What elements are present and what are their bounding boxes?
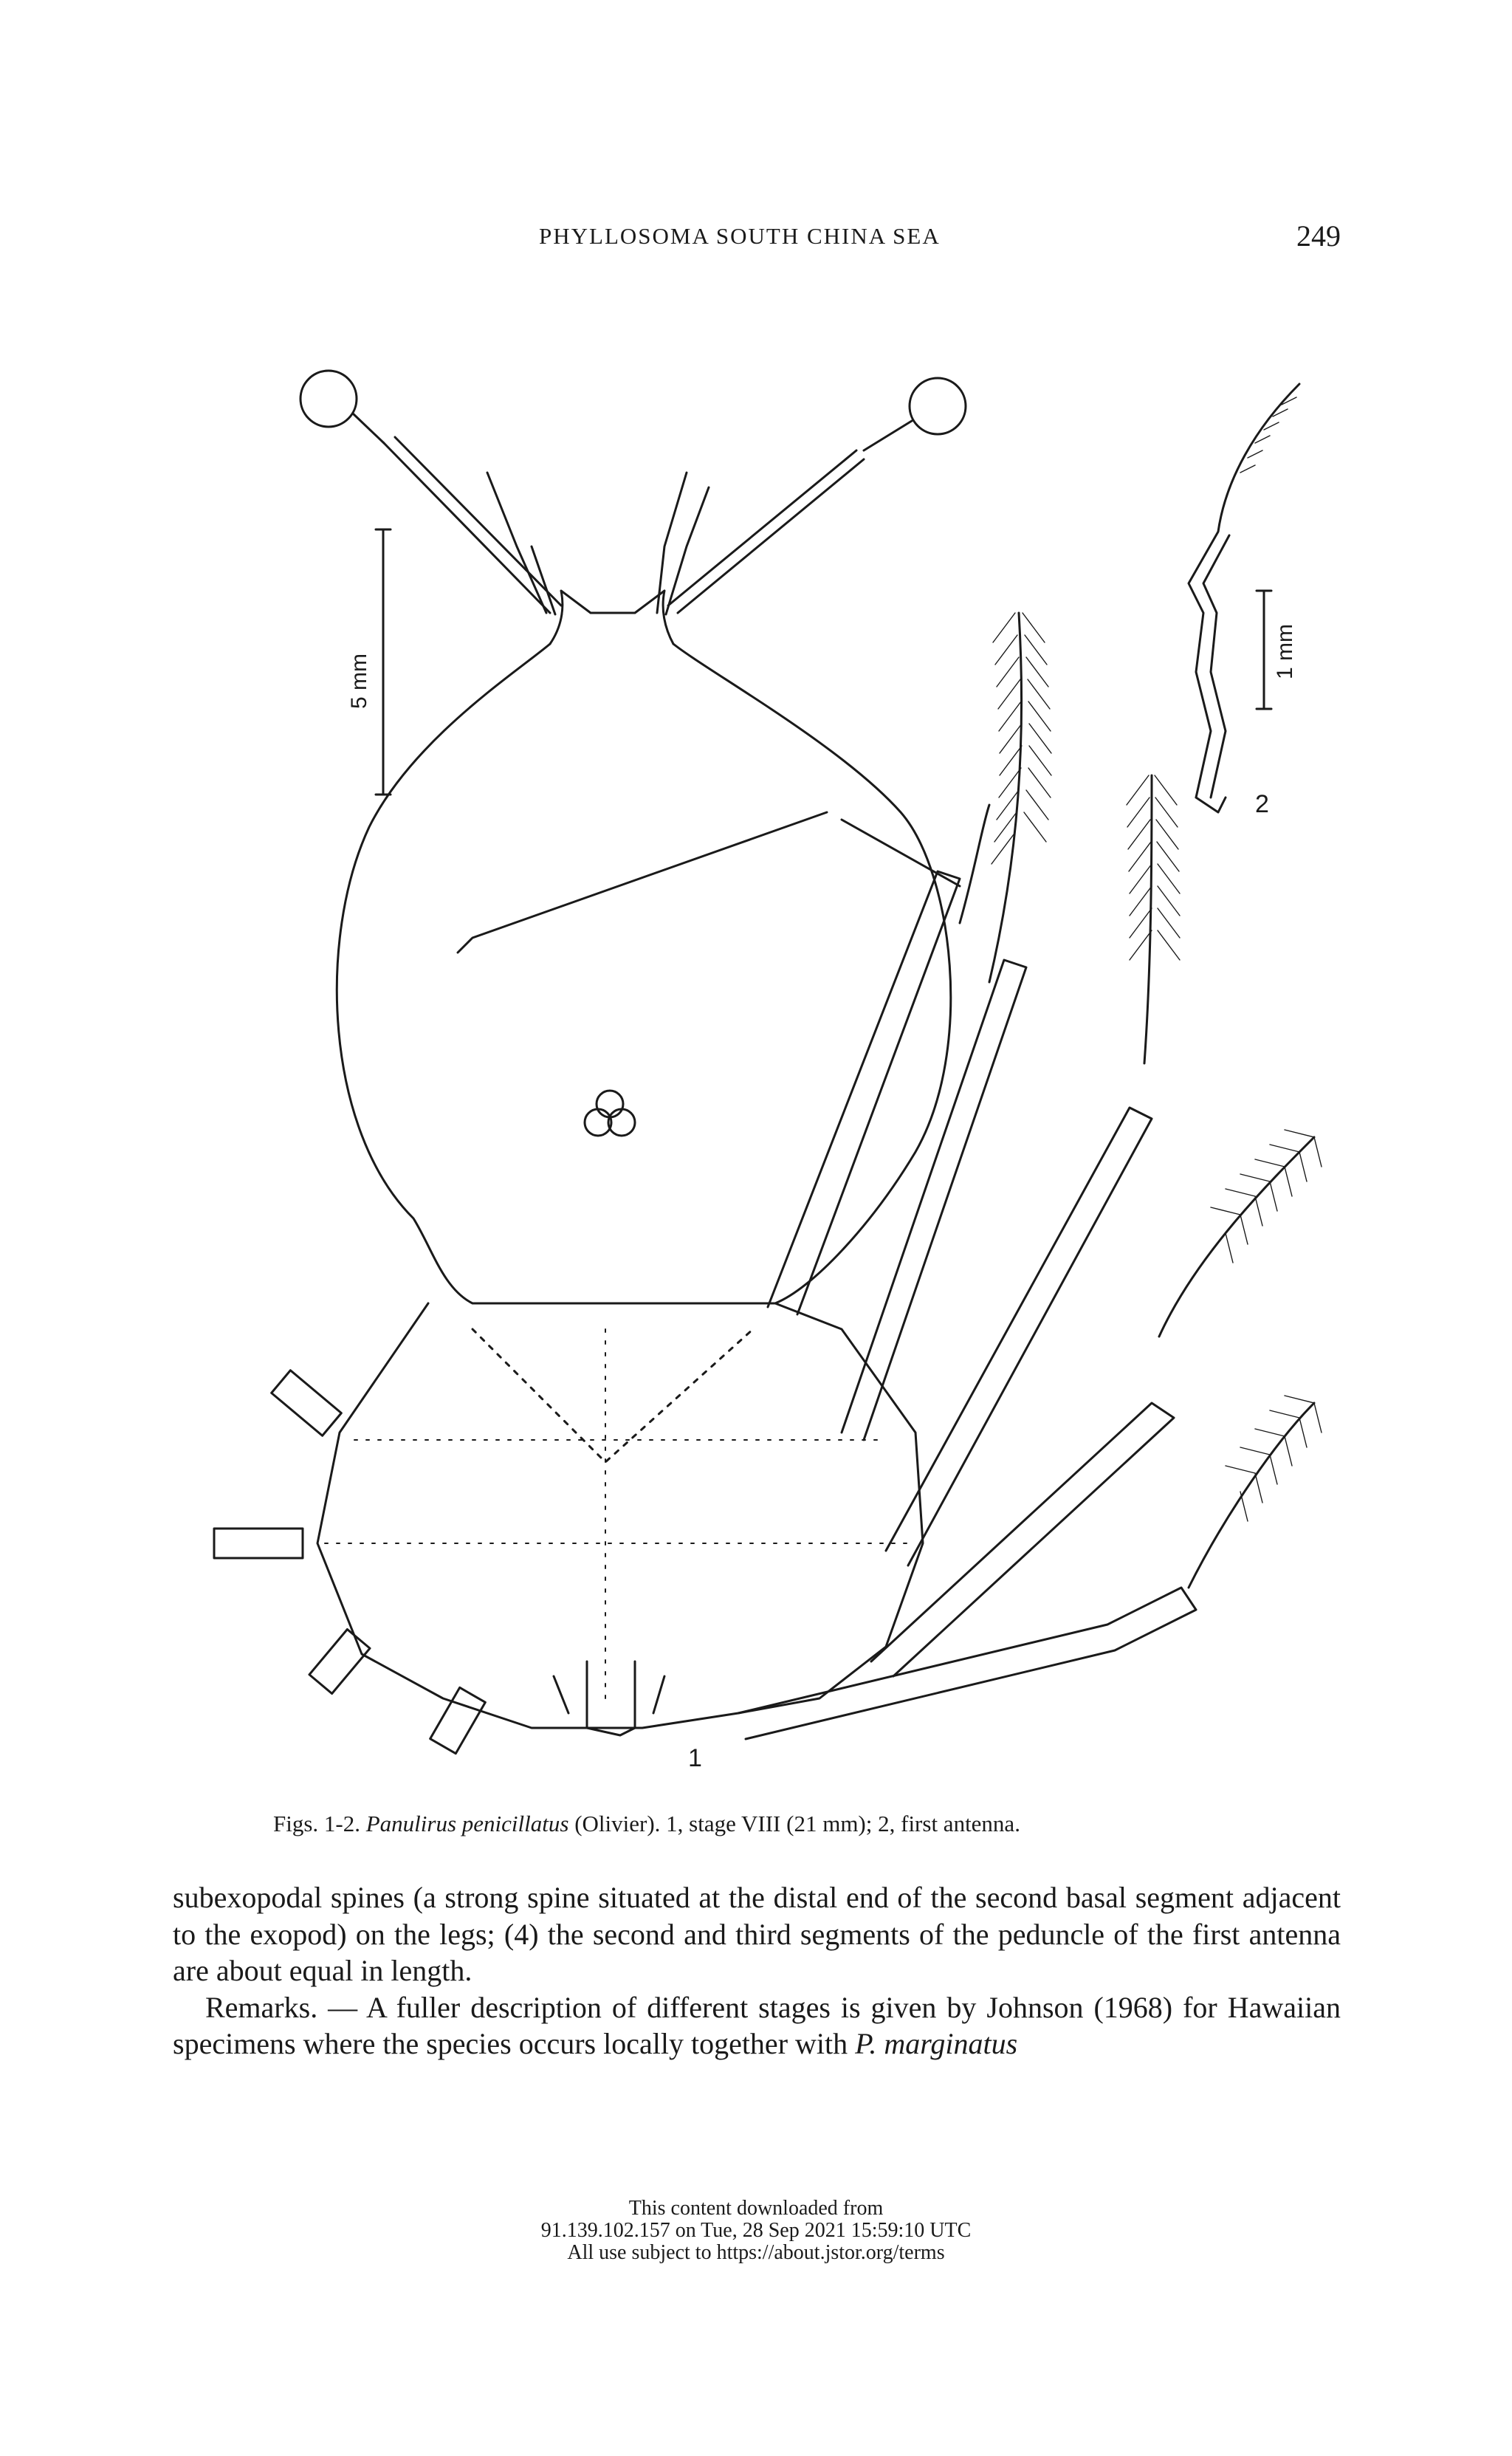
leg-5 bbox=[738, 1588, 1196, 1739]
footer-line-2: 91.139.102.157 on Tue, 28 Sep 2021 15:59:10 UTC bbox=[540, 2219, 972, 2242]
footer-line-1: This content downloaded from bbox=[628, 2197, 884, 2220]
exopod-4 bbox=[1189, 1403, 1314, 1588]
exopod-5 bbox=[960, 805, 989, 923]
paragraph-1: subexopodal spines (a strong spine situated at the distal end of the second basal segment adjacent to the exopod) on the legs; (4) the second and third segments of the peduncle of the first antenna are about equal in length. bbox=[173, 1881, 1341, 1987]
caption-prefix: Figs. 1-2. bbox=[273, 1811, 360, 1836]
running-title: PHYLLOSOMA SOUTH CHINA SEA bbox=[539, 223, 941, 249]
panel-1-number: 1 bbox=[688, 1744, 702, 1772]
antennule-left bbox=[487, 473, 546, 613]
page-number: 249 bbox=[1296, 219, 1341, 253]
paragraph-2 bbox=[173, 1989, 1341, 2062]
eye-right bbox=[910, 378, 966, 434]
exopod-3 bbox=[1159, 1137, 1314, 1337]
cephalic-shield bbox=[337, 644, 950, 1303]
first-antenna bbox=[1189, 384, 1299, 797]
footer-line-3: All use subject to https://about.jstor.org/terms bbox=[567, 2241, 945, 2264]
leg-1 bbox=[768, 871, 960, 1314]
head-front bbox=[550, 591, 673, 644]
leg-3 bbox=[886, 1108, 1152, 1565]
scale-bar-5mm-label: 5 mm bbox=[347, 654, 371, 709]
panel-2-number: 2 bbox=[1255, 790, 1269, 818]
thoracic-plate bbox=[317, 1303, 923, 1728]
leg-stub bbox=[272, 1371, 342, 1435]
figure-caption bbox=[273, 1811, 1351, 1837]
eye-left bbox=[300, 371, 357, 427]
caption-species: Panulirus penicillatus bbox=[365, 1811, 569, 1836]
scale-bar-1mm-label: 1 mm bbox=[1273, 624, 1297, 679]
maxilliped bbox=[458, 812, 827, 953]
caption-suffix: (Olivier). 1, stage VIII (21 mm); 2, first antenna. bbox=[574, 1811, 1020, 1836]
body-text bbox=[173, 1879, 1341, 2062]
eye-stalk-left bbox=[384, 443, 550, 613]
paragraph-2-species: P. marginatus bbox=[855, 2027, 1018, 2060]
eye-stalk-right bbox=[668, 450, 856, 606]
exopod-1 bbox=[989, 613, 1022, 982]
scale-bar-5mm bbox=[376, 529, 391, 795]
jstor-footer bbox=[0, 2198, 1512, 2264]
paragraph-2-text: Remarks. — A fuller description of different stages is given by Johnson (1968) for Hawaiian specimens where the species occurs locally together with bbox=[173, 1990, 1341, 2060]
exopod-2 bbox=[1144, 775, 1152, 1063]
scale-bar-1mm bbox=[1257, 591, 1271, 709]
abdomen bbox=[587, 1661, 635, 1735]
